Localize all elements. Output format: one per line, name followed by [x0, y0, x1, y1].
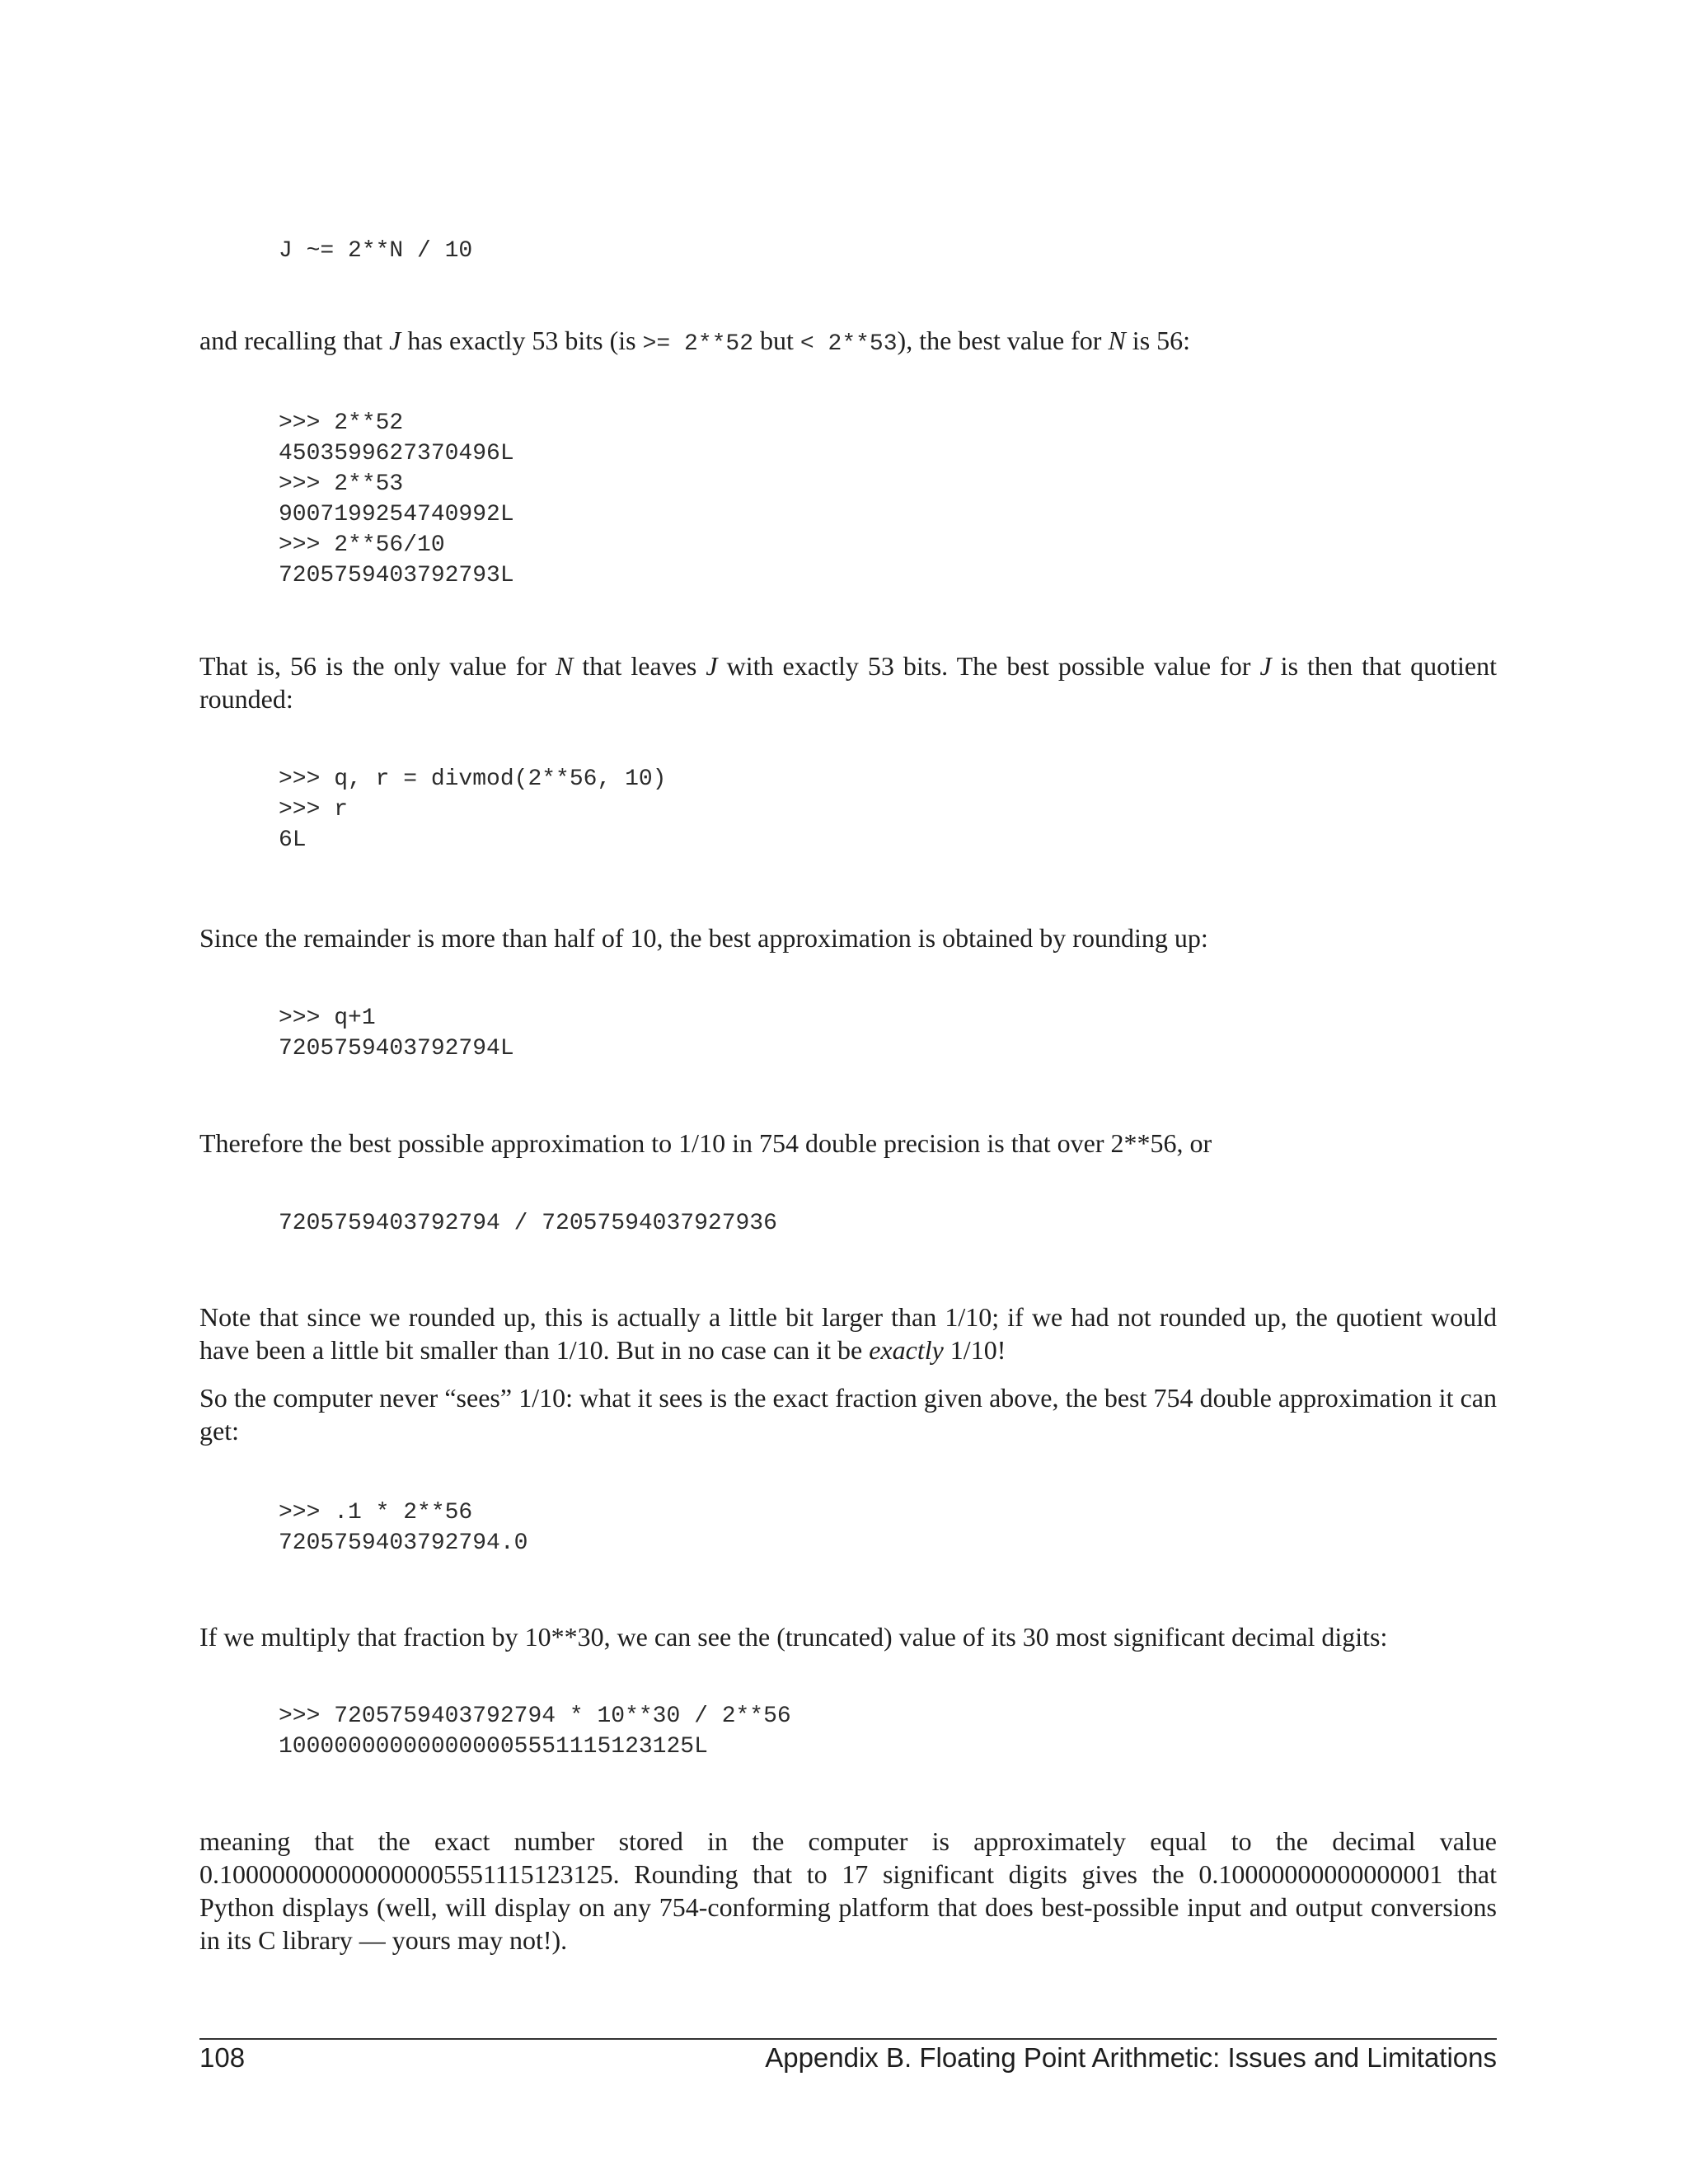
- code-line: 7205759403792794 / 72057594037927936: [279, 1211, 777, 1236]
- code-block-divmod: [279, 764, 666, 855]
- code-block-point-one: [279, 1497, 528, 1558]
- paragraph-recalling-bits: and recalling that J has exactly 53 bits (is >= 2**52 but < 2**53), the best value for N is 56:: [199, 326, 1191, 357]
- code-line: 4503599627370496L: [279, 441, 514, 466]
- code-block-digits: [279, 1701, 791, 1762]
- code-line: J ~= 2**N / 10: [279, 238, 473, 264]
- paragraph-computer-sees: So the computer never “sees” 1/10: what it sees is the exact fraction given above, the best 754 double approximation it can get:: [199, 1383, 1497, 1446]
- code-line: 100000000000000005551115123125L: [279, 1734, 708, 1760]
- code-line: >>> q+1: [279, 1005, 376, 1031]
- code-line: 6L: [279, 827, 307, 853]
- inline-code-ge: >= 2**52: [642, 331, 754, 357]
- code-line: 7205759403792794L: [279, 1036, 514, 1062]
- code-line: >>> r: [279, 797, 349, 823]
- code-block-round-up: [279, 1003, 514, 1064]
- code-line: 7205759403792793L: [279, 563, 514, 588]
- page-number: 108: [199, 2042, 246, 2073]
- code-block-fraction: [279, 1208, 777, 1239]
- paragraph-remainder: Since the remainder is more than half of 10, the best approximation is obtained by rounding up:: [199, 923, 1208, 953]
- code-line: >>> .1 * 2**56: [279, 1500, 473, 1526]
- code-line: >>> 2**53: [279, 471, 404, 497]
- code-block-j-approx: [279, 236, 472, 266]
- code-line: >>> q, r = divmod(2**56, 10): [279, 766, 667, 792]
- code-block-powers: [279, 408, 514, 591]
- paragraph-meaning: meaning that the exact number stored in the computer is approximately equal to the decimal value 0.100000000000000005551115123125. Rounding that to 17 significant digits gives the 0.10000000000000001 that Python displays (well, will display on any 754-conforming platform that does best-possible input and output conversions in its C library — yours may not!).: [199, 1826, 1497, 1955]
- paragraph-rounded-up: Note that since we rounded up, this is actually a little bit larger than 1/10; if we had not rounded up, the quotient would have been a little bit smaller than 1/10. But in no case can it be exactly 1/10!: [199, 1302, 1497, 1365]
- code-line: >>> 2**56/10: [279, 532, 445, 558]
- code-line: 9007199254740992L: [279, 502, 514, 527]
- paragraph-only-value: That is, 56 is the only value for N that leaves J with exactly 53 bits. The best possible value for J is then that quotient rounded:: [199, 651, 1498, 714]
- code-line: 7205759403792794.0: [279, 1530, 528, 1556]
- code-line: >>> 2**52: [279, 410, 404, 436]
- paragraph-therefore: Therefore the best possible approximation to 1/10 in 754 double precision is that over 2**56, or: [199, 1128, 1212, 1158]
- code-line: >>> 7205759403792794 * 10**30 / 2**56: [279, 1704, 791, 1729]
- footer-divider: [199, 2038, 1497, 2040]
- paragraph-multiply: If we multiply that fraction by 10**30, we can see the (truncated) value of its 30 most significant decimal digits:: [199, 1622, 1388, 1652]
- footer-chapter-title: Appendix B. Floating Point Arithmetic: Issues and Limitations: [765, 2042, 1497, 2073]
- inline-code-lt: < 2**53: [799, 331, 898, 357]
